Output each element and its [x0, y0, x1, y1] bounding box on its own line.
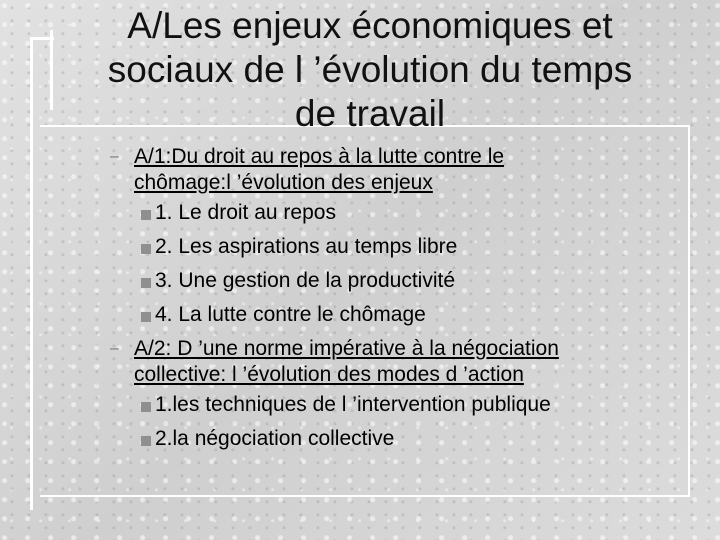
frame-line-left-inner	[50, 30, 53, 110]
frame-line-bottom	[40, 495, 690, 497]
frame-line-left	[30, 40, 33, 510]
slide-title	[70, 4, 670, 136]
outline	[110, 144, 670, 460]
list-item-label: 1.les techniques de l ’intervention publique	[155, 393, 551, 416]
square-bullet-icon	[141, 210, 151, 220]
list-item-label: 3. Une gestion de la productivité	[155, 269, 456, 292]
section-heading[interactable]	[110, 144, 670, 196]
dash-bullet: –	[110, 148, 119, 165]
square-bullet-icon	[141, 312, 151, 322]
section	[110, 336, 670, 456]
heading-line: A/2: D ’une norme impérative à la négociation	[134, 337, 559, 360]
square-bullet-icon	[141, 244, 151, 254]
list-item-label: 1. Le droit au repos	[155, 201, 336, 224]
square-bullet-icon	[141, 402, 151, 412]
heading-line: A/1:Du droit au repos à la lutte contre le	[134, 145, 505, 168]
list-item	[110, 298, 670, 332]
title-line: A/Les enjeux économiques et	[127, 5, 613, 46]
list-item-label: 4. La lutte contre le chômage	[155, 303, 426, 326]
list-item	[110, 264, 670, 298]
dash-bullet: –	[110, 340, 119, 357]
square-bullet-icon	[141, 436, 151, 446]
frame-line-right	[688, 125, 690, 497]
title-line: de travail	[294, 93, 446, 134]
list-item	[110, 388, 670, 422]
square-bullet-icon	[141, 278, 151, 288]
list-item-label: 2. Les aspirations au temps libre	[155, 235, 458, 258]
list-item	[110, 196, 670, 230]
list-item	[110, 230, 670, 264]
list-item	[110, 422, 670, 456]
title-line: sociaux de l ’évolution du temps	[107, 49, 633, 90]
frame-line-corner	[30, 37, 54, 40]
section	[110, 144, 670, 332]
list-item-label: 2.la négociation collective	[155, 427, 395, 450]
heading-line: collective: l ’évolution des modes d ’action	[134, 363, 524, 386]
section-heading[interactable]	[110, 336, 670, 388]
heading-line: chômage:l ’évolution des enjeux	[134, 171, 433, 194]
